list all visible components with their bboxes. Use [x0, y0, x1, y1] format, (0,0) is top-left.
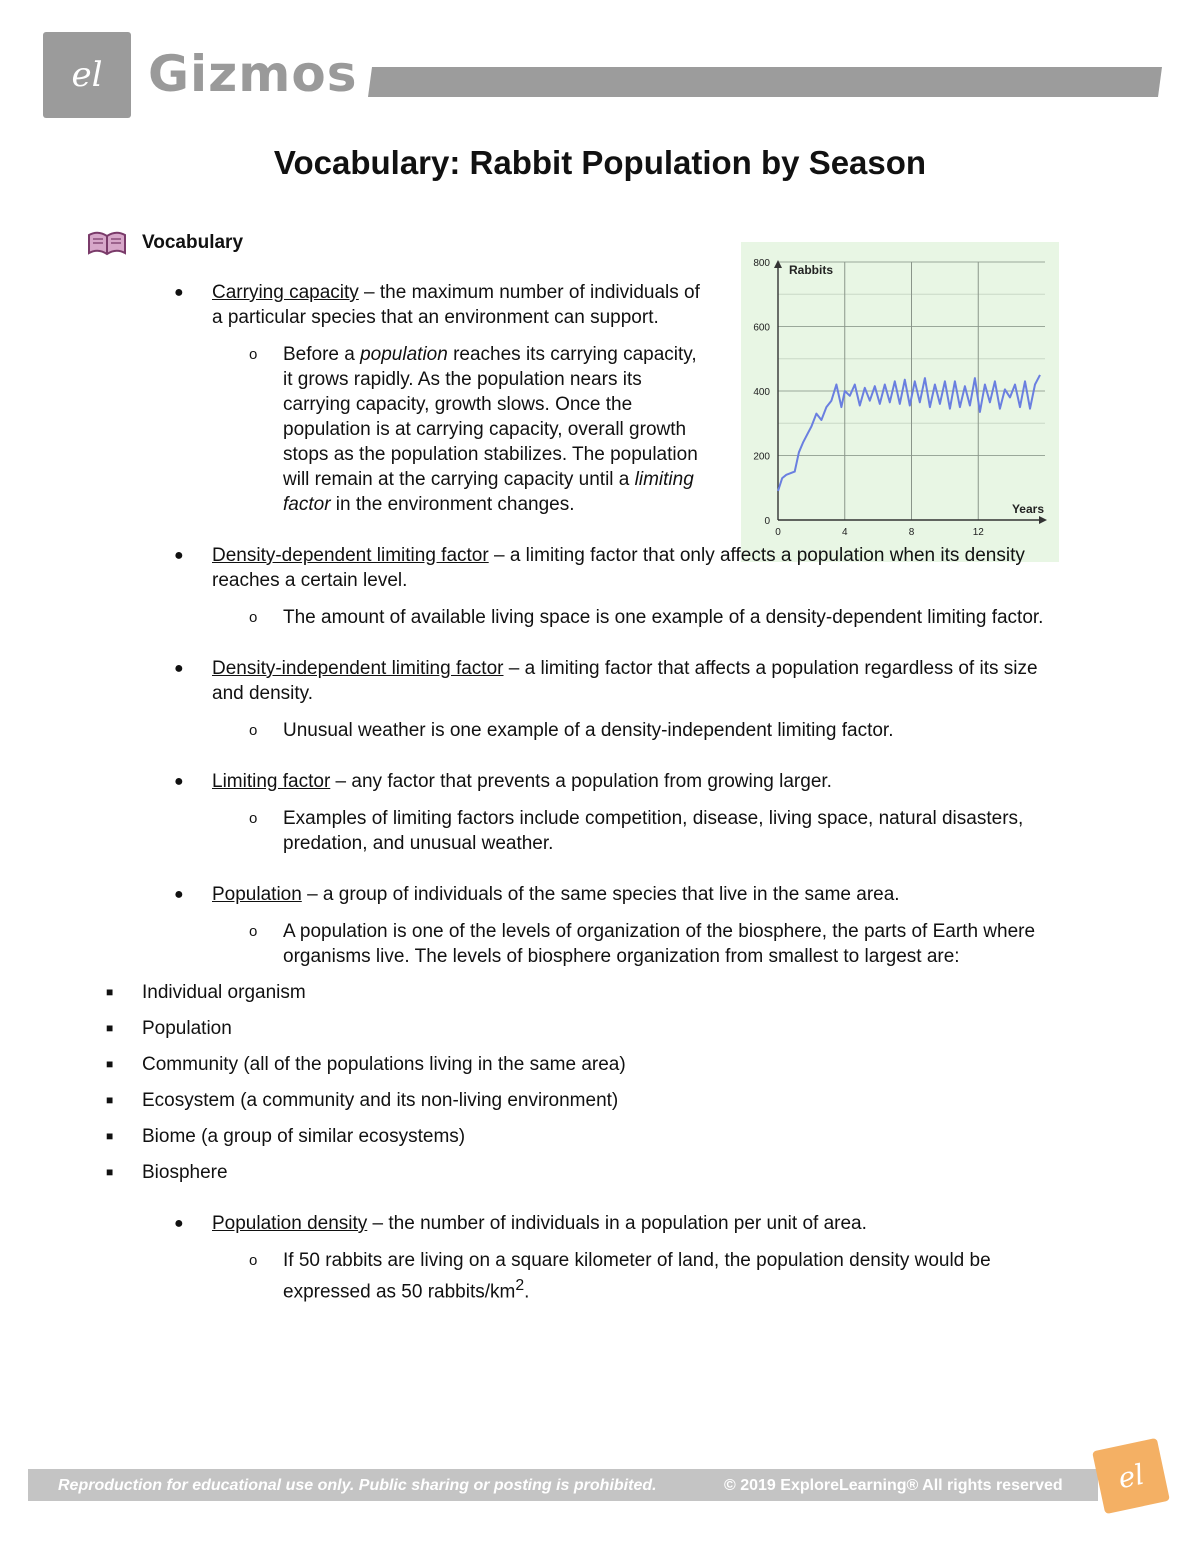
term-name: Population density	[212, 1213, 368, 1234]
term-carrying-capacity	[174, 280, 707, 517]
vocabulary-list	[0, 280, 1200, 1304]
superscript: 2	[515, 1277, 525, 1294]
note-text: If 50 rabbits are living on a square kilometer of land, the population density would be expressed as 50 rabbits/km	[283, 1250, 991, 1303]
term-limiting-factor	[174, 769, 1062, 856]
term-name: Population	[212, 884, 302, 905]
header-bar	[368, 67, 1162, 97]
el-logo-icon	[57, 50, 117, 100]
level-text: Community (all of the populations living in the same area)	[142, 1054, 626, 1075]
term-note	[249, 1248, 1062, 1304]
level-text: Ecosystem (a community and its non-living environment)	[142, 1090, 619, 1111]
level-text: Biosphere	[142, 1162, 228, 1183]
circle-bullet-icon: o	[249, 923, 258, 940]
note-text: A population is one of the levels of organization of the biosphere, the parts of Earth where organisms live. The levels of biosphere organization from smallest to largest are:	[283, 921, 1036, 967]
bullet-icon: ●	[174, 773, 184, 790]
term-note	[249, 919, 1062, 969]
note-text: in the environment changes.	[330, 494, 575, 515]
y-tick-label: 800	[753, 258, 770, 269]
list-item	[106, 1052, 1200, 1077]
bullet-icon: ●	[174, 284, 184, 301]
square-bullet-icon: ■	[106, 1165, 114, 1179]
x-tick-label: 12	[972, 527, 984, 538]
list-item	[106, 980, 1200, 1005]
term-note	[249, 342, 707, 517]
term-population	[174, 882, 1062, 969]
list-item	[106, 1088, 1200, 1113]
term-note	[249, 605, 1062, 630]
explorelearning-logo	[1092, 1438, 1170, 1514]
note-text: .	[524, 1281, 530, 1303]
x-tick-label: 8	[908, 527, 915, 538]
circle-bullet-icon: o	[249, 722, 258, 739]
term-name: Limiting factor	[212, 771, 331, 792]
term-name: Carrying capacity	[212, 282, 359, 303]
footer-copyright: © 2019 ExploreLearning® All rights reserved	[724, 1477, 1063, 1494]
book-icon	[86, 228, 128, 258]
term-definition: – any factor that prevents a population from growing larger.	[330, 771, 832, 792]
term-density-independent	[174, 656, 1062, 743]
note-text: reaches its carrying capacity, it grows rapidly. As the population nears its carrying capacity, growth slows. Once the population is at carrying capacity, overall growth stops as the population stabilizes. The population will remain at the carrying capacity until a	[283, 344, 698, 490]
note-text: Examples of limiting factors include competition, disease, living space, natural disasters, predation, and unusual weather.	[283, 808, 1024, 854]
y-tick-label: 200	[753, 451, 770, 463]
y-tick-label: 0	[764, 516, 770, 527]
level-text: Population	[142, 1018, 232, 1039]
term-definition: – the number of individuals in a population per unit of area.	[367, 1213, 867, 1234]
footer-disclaimer: Reproduction for educational use only. Public sharing or posting is prohibited.	[58, 1477, 657, 1494]
note-emphasis: population	[360, 344, 448, 365]
term-definition: – a limiting factor that affects a population regardless of its size and density.	[212, 658, 1038, 704]
square-bullet-icon: ■	[106, 1057, 114, 1071]
list-item	[106, 1016, 1200, 1041]
section-heading	[86, 228, 243, 258]
term-name: Density-independent limiting factor	[212, 658, 504, 679]
page-title: Vocabulary: Rabbit Population by Season	[273, 144, 927, 181]
x-axis-label: Years	[1011, 502, 1044, 516]
term-density-dependent	[174, 543, 1062, 630]
bullet-icon: ●	[174, 547, 184, 564]
y-tick-label: 600	[753, 322, 770, 334]
bullet-icon: ●	[174, 660, 184, 677]
term-note	[249, 718, 1062, 743]
circle-bullet-icon: o	[249, 810, 258, 827]
note-text: Unusual weather is one example of a density-independent limiting factor.	[283, 720, 894, 741]
list-item	[106, 1124, 1200, 1149]
y-tick-label: 400	[753, 387, 770, 398]
svg-text:el: el	[1115, 1457, 1148, 1496]
y-axis-arrow	[774, 260, 782, 268]
note-text: Before a	[283, 344, 361, 365]
note-text: The amount of available living space is one example of a density-dependent limiting factor.	[283, 607, 1044, 628]
x-tick-label: 4	[841, 527, 848, 538]
list-item	[106, 1160, 1200, 1185]
level-text: Biome (a group of similar ecosystems)	[142, 1126, 466, 1147]
square-bullet-icon: ■	[106, 1093, 114, 1107]
level-text: Individual organism	[142, 982, 306, 1003]
square-bullet-icon: ■	[106, 1021, 114, 1035]
term-definition: – a limiting factor that only affects a population when its density reaches a certain level.	[212, 545, 1025, 591]
el-logo-icon	[1102, 1449, 1160, 1502]
term-definition: – a group of individuals of the same species that live in the same area.	[301, 884, 900, 905]
gizmos-logo	[43, 32, 131, 118]
section-label: Vocabulary	[142, 232, 244, 253]
square-bullet-icon: ■	[106, 985, 114, 999]
term-population-density	[174, 1211, 1062, 1304]
brand-name: Gizmos	[148, 45, 358, 103]
x-tick-label: 0	[775, 527, 781, 538]
term-note	[249, 806, 1062, 856]
bullet-icon: ●	[174, 886, 184, 903]
bullet-icon: ●	[174, 1215, 184, 1232]
square-bullet-icon: ■	[106, 1129, 114, 1143]
circle-bullet-icon: o	[249, 346, 258, 363]
y-axis-label: Rabbits	[789, 263, 834, 277]
note-emphasis: limiting factor	[283, 469, 694, 515]
circle-bullet-icon: o	[249, 609, 258, 626]
term-definition: – the maximum number of individuals of a particular species that an environment can support.	[212, 282, 700, 328]
term-name: Density-dependent limiting factor	[212, 545, 489, 566]
svg-text:el: el	[71, 55, 103, 95]
circle-bullet-icon: o	[249, 1252, 258, 1269]
